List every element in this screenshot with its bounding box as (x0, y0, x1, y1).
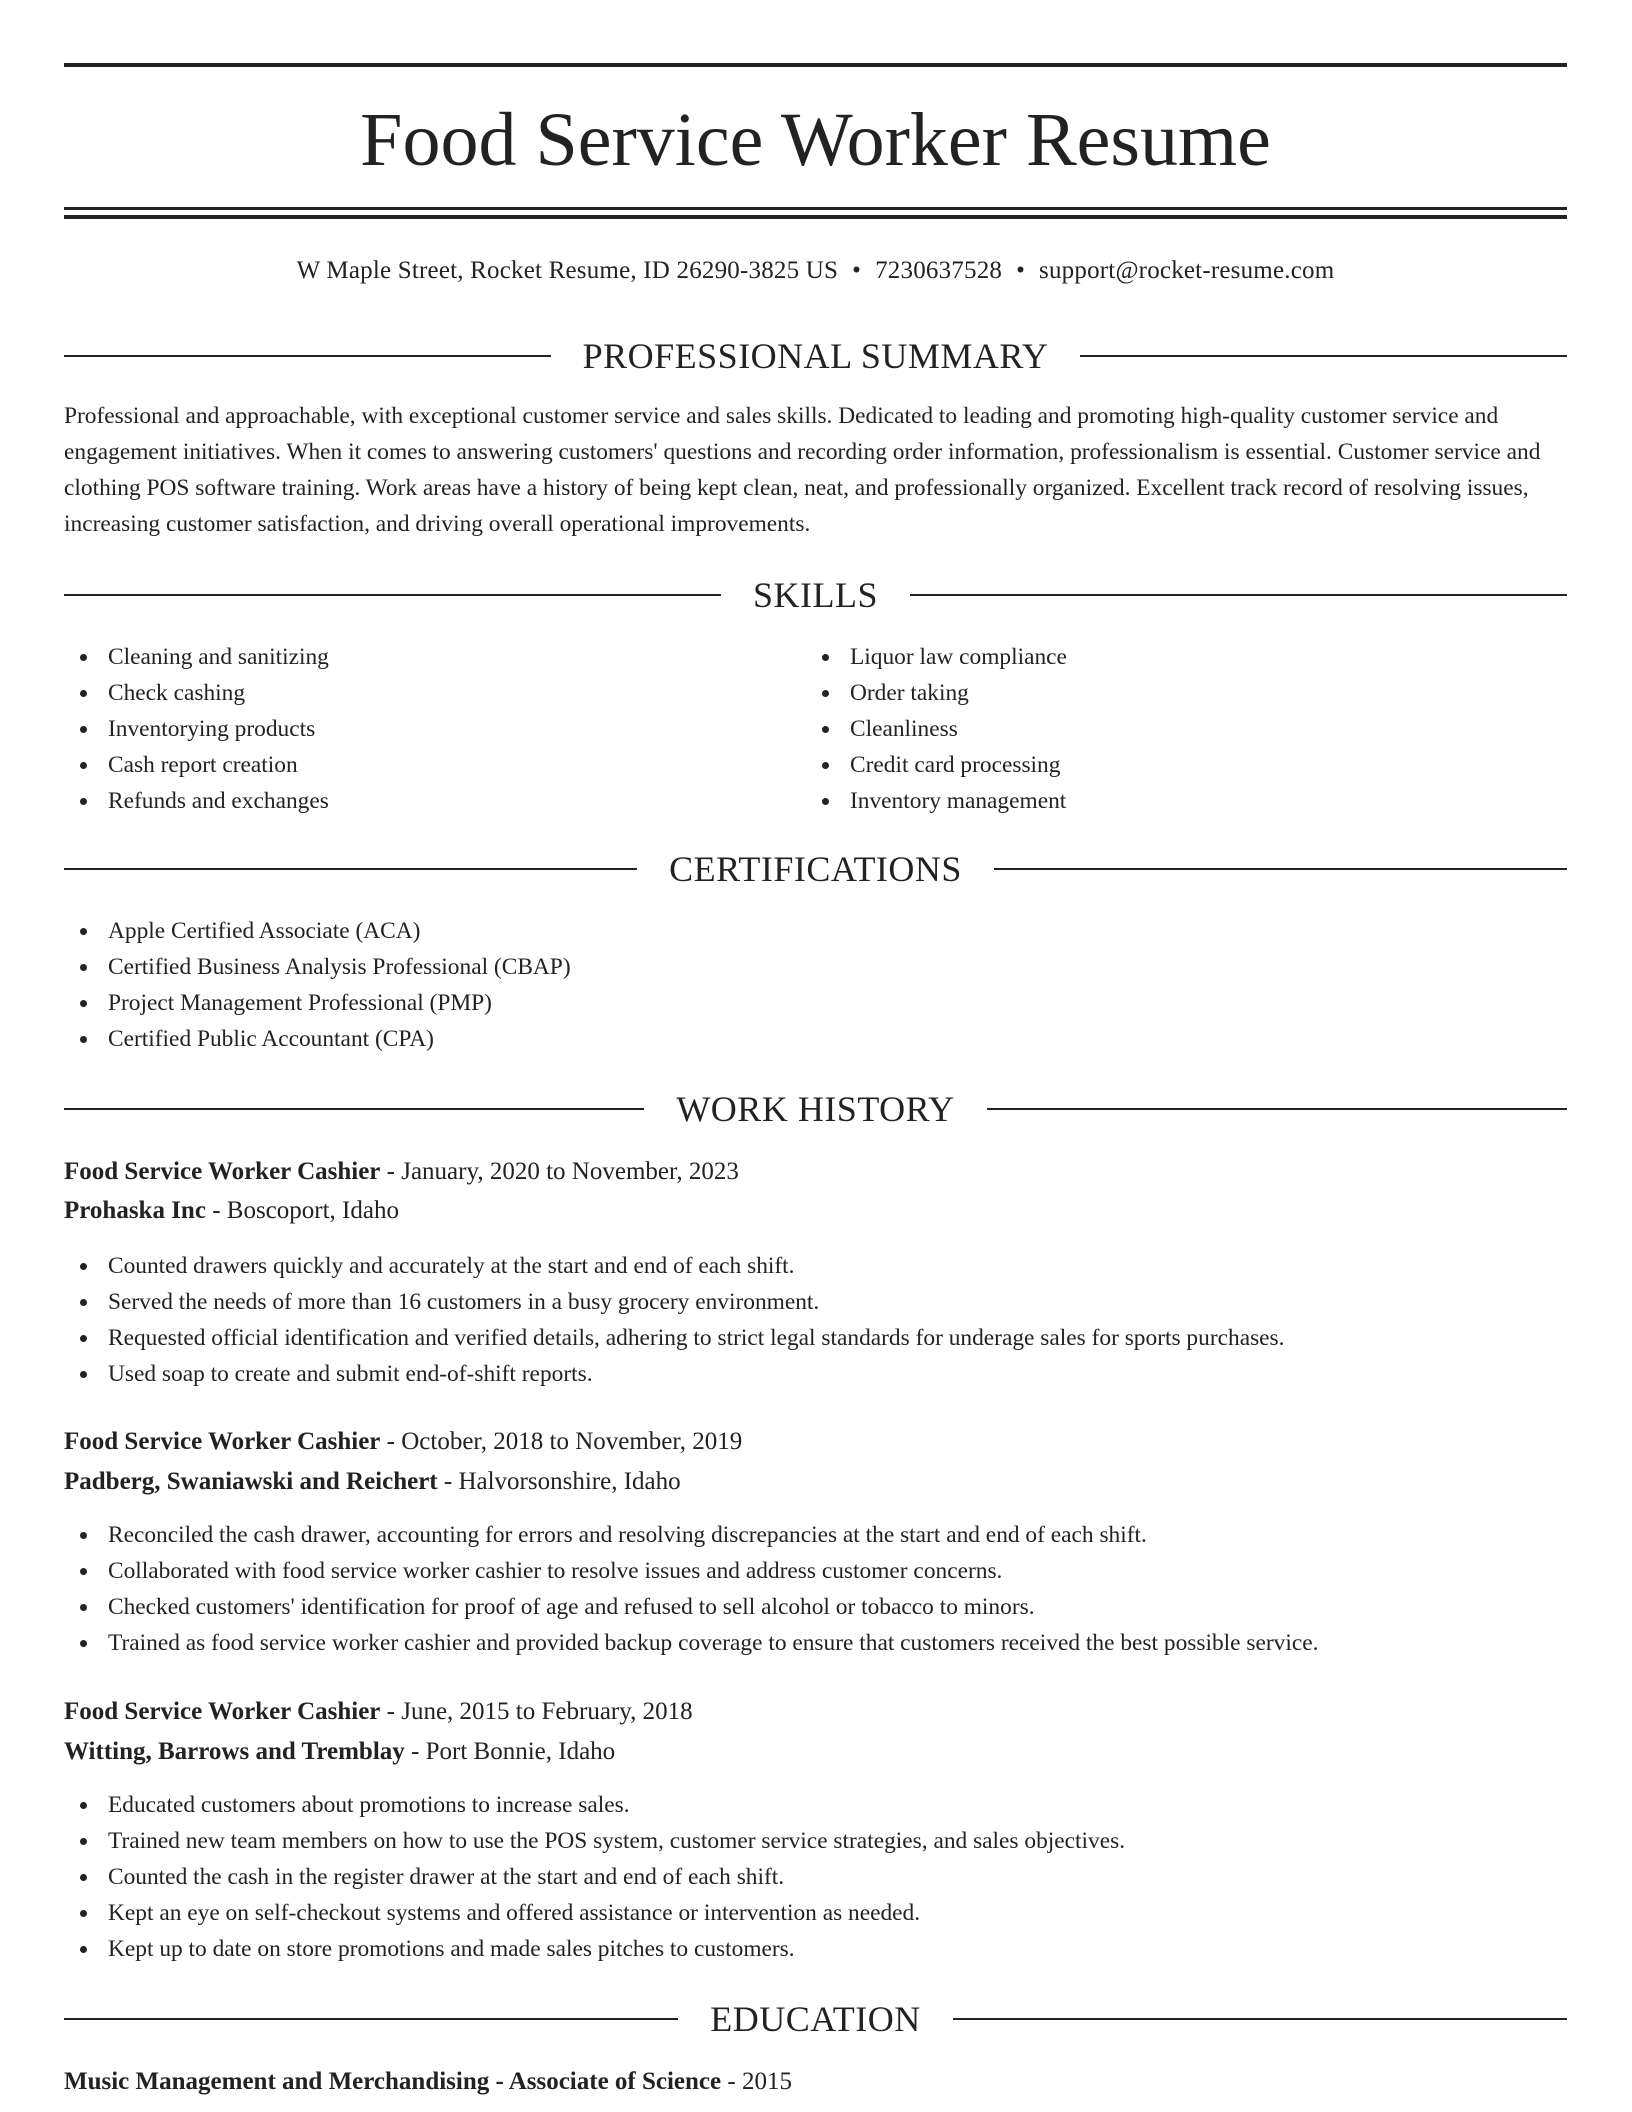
job-bullets (64, 1517, 1318, 1661)
skill-item: Cleanliness (806, 711, 1067, 747)
education-year: - 2015 (721, 2068, 792, 2095)
title-rule-lower (64, 215, 1567, 219)
job-bullet: Counted the cash in the register drawer at the start and end of each shift. (64, 1859, 1125, 1895)
resume-title: Food Service Worker Resume (360, 98, 1271, 182)
skill-item: Credit card processing (806, 747, 1067, 783)
section-rule (64, 594, 721, 596)
education-line (64, 2064, 792, 2100)
section-rule (953, 2018, 1567, 2020)
skill-item: Liquor law compliance (806, 639, 1067, 675)
section-header-certifications (64, 847, 1567, 891)
job-title-line (64, 1694, 693, 1730)
section-rule (987, 1108, 1567, 1110)
job-title-line (64, 1424, 742, 1460)
section-title: PROFESSIONAL SUMMARY (582, 336, 1049, 376)
job-bullet: Trained new team members on how to use the POS system, customer service strategies, and sales objectives. (64, 1823, 1125, 1859)
job-bullet: Reconciled the cash drawer, accounting for errors and resolving discrepancies at the start and end of each shift. (64, 1517, 1318, 1553)
skill-item: Cleaning and sanitizing (64, 639, 329, 675)
section-title: WORK HISTORY (676, 1089, 955, 1129)
job-bullet: Collaborated with food service worker cashier to resolve issues and address customer concerns. (64, 1553, 1318, 1589)
job-bullet: Trained as food service worker cashier and provided backup coverage to ensure that customers received the best possible service. (64, 1625, 1318, 1661)
job-bullets (64, 1248, 1285, 1392)
skill-item: Refunds and exchanges (64, 783, 329, 819)
certifications-list (64, 913, 571, 1057)
job-bullets (64, 1787, 1125, 1967)
section-rule (64, 868, 637, 870)
job-title: Food Service Worker Cashier (64, 1698, 381, 1725)
job-dates: - October, 2018 to November, 2019 (380, 1428, 743, 1455)
job-location: - Boscoport, Idaho (205, 1197, 399, 1224)
job-dates: - January, 2020 to November, 2023 (380, 1158, 739, 1185)
job-bullet: Requested official identification and verified details, adhering to strict legal standards for underage sales for sports purchases. (64, 1320, 1285, 1356)
job-bullet: Kept an eye on self-checkout systems and offered assistance or intervention as needed. (64, 1895, 1125, 1931)
job-company: Witting, Barrows and Tremblay (64, 1738, 405, 1765)
contact-separator: • (1016, 257, 1026, 284)
job-dates: - June, 2015 to February, 2018 (380, 1698, 693, 1725)
job-company: Prohaska Inc (64, 1197, 206, 1224)
skill-item: Cash report creation (64, 747, 329, 783)
skill-item: Check cashing (64, 675, 329, 711)
top-rule (64, 63, 1567, 67)
certification-item: Certified Business Analysis Professional (CBAP) (64, 949, 571, 985)
section-header-work-history (64, 1087, 1567, 1131)
education-degree: Music Management and Merchandising - Associate of Science (64, 2068, 722, 2095)
job-title: Food Service Worker Cashier (64, 1158, 381, 1185)
job-company: Padberg, Swaniawski and Reichert (64, 1468, 438, 1495)
section-rule (64, 355, 551, 357)
job-location: - Port Bonnie, Idaho (404, 1738, 616, 1765)
section-header-education (64, 1997, 1567, 2041)
skills-list-right (806, 639, 1067, 819)
skill-item: Inventorying products (64, 711, 329, 747)
job-title-line (64, 1154, 739, 1190)
job-location: - Halvorsonshire, Idaho (437, 1468, 681, 1495)
section-title: SKILLS (753, 575, 879, 615)
contact-email: support@rocket-resume.com (1039, 257, 1335, 284)
section-header-summary (64, 334, 1567, 378)
skill-item: Inventory management (806, 783, 1067, 819)
contact-phone: 7230637528 (875, 257, 1003, 284)
job-bullet: Served the needs of more than 16 customers in a busy grocery environment. (64, 1284, 1285, 1320)
contact-line (64, 254, 1567, 288)
section-title: EDUCATION (710, 1999, 921, 2039)
job-company-line (64, 1734, 615, 1770)
section-rule (1080, 355, 1567, 357)
section-rule (64, 1108, 644, 1110)
job-bullet: Used soap to create and submit end-of-shift reports. (64, 1356, 1285, 1392)
skills-list-left (64, 639, 329, 819)
job-company-line (64, 1193, 399, 1229)
section-header-skills (64, 573, 1567, 617)
section-rule (910, 594, 1567, 596)
skill-item: Order taking (806, 675, 1067, 711)
job-bullet: Educated customers about promotions to increase sales. (64, 1787, 1125, 1823)
section-title: CERTIFICATIONS (669, 849, 962, 889)
job-company-line (64, 1464, 681, 1500)
contact-address: W Maple Street, Rocket Resume, ID 26290-3825 US (296, 257, 839, 284)
certification-item: Apple Certified Associate (ACA) (64, 913, 571, 949)
section-rule (994, 868, 1567, 870)
job-title: Food Service Worker Cashier (64, 1428, 381, 1455)
summary-text: Professional and approachable, with exceptional customer service and sales skills. Dedicated to leading and promoting high-quality customer service and engagement initiatives. When it comes to answering customers' questions and recording order information, professionalism is essential. Customer service and clothing POS software training. Work areas have a history of being kept clean, neat, and professionally organized. Excellent track record of resolving issues, increasing customer satisfaction, and driving overall operational improvements. (64, 403, 1541, 537)
certification-item: Certified Public Accountant (CPA) (64, 1021, 571, 1057)
certification-item: Project Management Professional (PMP) (64, 985, 571, 1021)
title-rule-upper (64, 207, 1567, 210)
job-bullet: Checked customers' identification for proof of age and refused to sell alcohol or tobacco to minors. (64, 1589, 1318, 1625)
job-bullet: Counted drawers quickly and accurately at the start and end of each shift. (64, 1248, 1285, 1284)
section-rule (64, 2018, 678, 2020)
job-bullet: Kept up to date on store promotions and made sales pitches to customers. (64, 1931, 1125, 1967)
contact-separator: • (852, 257, 862, 284)
